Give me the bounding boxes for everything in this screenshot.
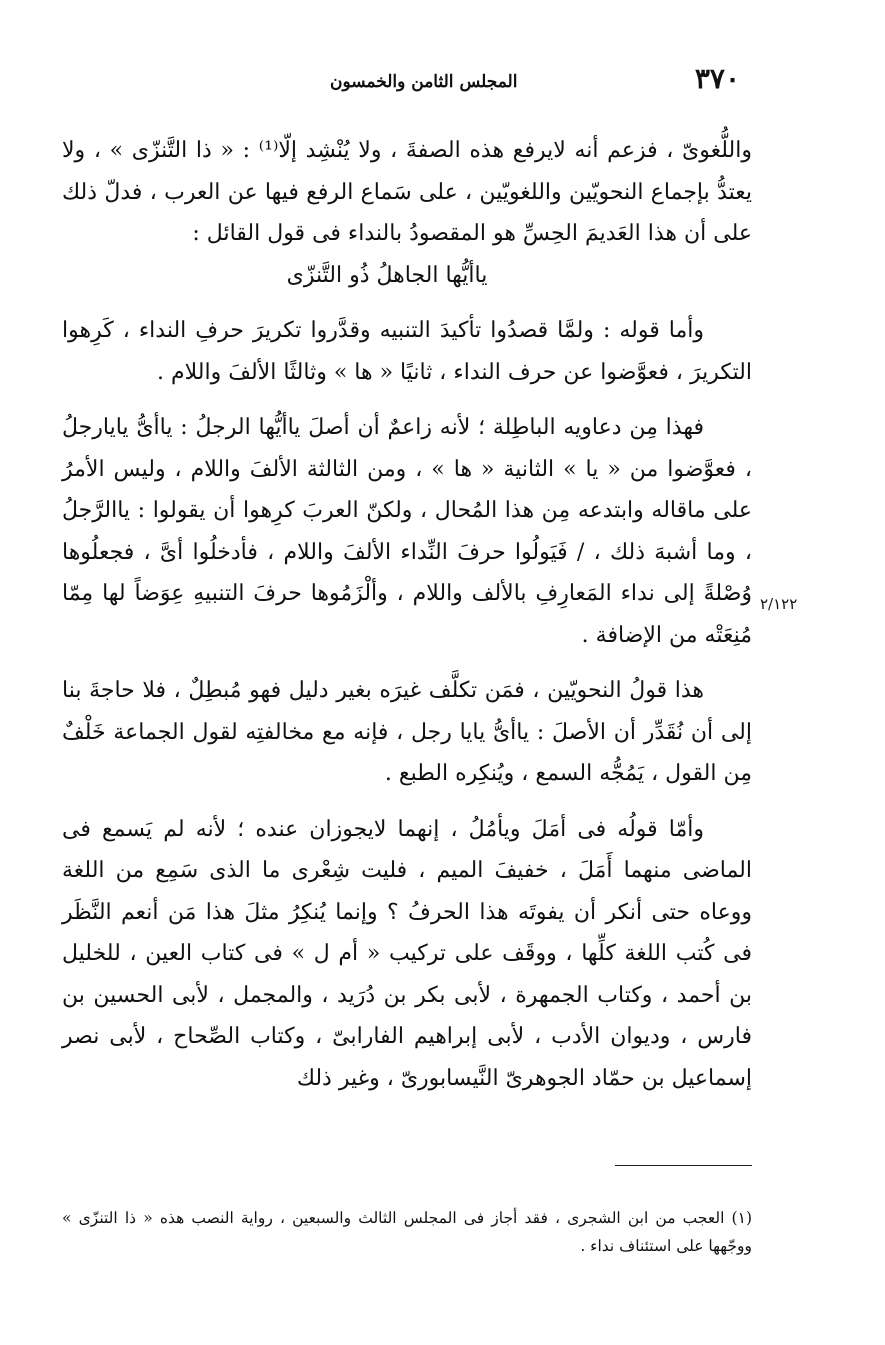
- page-header: [330, 62, 740, 102]
- paragraph-3: فهذا مِن دعاويه الباطِلة ؛ لأنه زاعمٌ أن أصلَ ياأيُّها الرجلُ : ياأىُّ يايارجلُ ، فعوَّضوا من « يا » الثانية « ها » ، ومن الثالثة الألفَ واللام ، وليس الأمرُ على ماقاله وابتدعه مِن هذا المُحال ، ولكنّ العربَ كرِهوا أن يقولوا : ياالرَّجلُ ، وما أشبهَ ذلك ، / فَيَولُوا حرفَ النِّداء الألفَ واللام ، فأدخلُوا أىَّ ، فجعلُوها وُصْلةً إلى نداء المَعارِفِ بالألف واللام ، وألْزَمُوها حرفَ التنبيهِ عِوَضاً لها مِمّا مُنِعَتْه من الإضافة .: [62, 415, 752, 648]
- page-number: ٣٧٠: [694, 62, 740, 95]
- paragraph-5: وأمّا قولُه فى أمَلَ ويأمُلُ ، إنهما لايجوزان عنده ؛ لأنه لم يَسمع فى الماضى منهما أَمَلَ ، خفيفَ الميم ، فليت شِعْرى ما الذى سَمِع من اللغة ووعاه حتى أنكر أن يفوتَه هذا الحرفُ ؟ وإنما يُنكِرُ مثلَ هذا مَن أنعم النَّظَر فى كُتب اللغة كلِّها ، ووقَف على تركيب « أم ل » فى كتاب العين ، للخليل بن أحمد ، وكتاب الجمهرة ، لأبى بكر بن دُرَيد ، والمجمل ، لأبى الحسين بن فارس ، وديوان الأدب ، لأبى إبراهيم الفارابىّ ، وكتاب الصِّحاح ، لأبى نصر إسماعيل بن حمّاد الجوهرىّ النَّيسابورىّ ، وغير ذلك: [62, 816, 752, 1091]
- footnote: (١) العجب من ابن الشجرى ، فقد أجاز فى المجلس الثالث والسبعين ، رواية النصب هذه « ذا التنزّى » ووجّهها على استئناف نداء .: [62, 1208, 752, 1255]
- margin-reference: ٢/١٢٢: [760, 595, 798, 613]
- paragraph-1: واللُّغوىّ ، فزعم أنه لايرفع هذه الصفةَ ، ولا يُنْشِد إلّا⁽¹⁾ : « ذا التَّنزّى » ، ولا يعتدُّ بإجماع النحويّين واللغويّين ، على سَماع الرفع فيها عن العرب ، فدلّ ذلك على أن هذا العَديمَ الحِسِّ هو المقصودُ بالنداء فى قول القائل :: [62, 138, 752, 246]
- footnote-divider: [615, 1165, 752, 1166]
- main-text: [62, 130, 752, 1099]
- verse-line: ياأيُّها الجاهلُ ذُو التَّنزّى: [286, 262, 488, 288]
- paragraph-2: وأما قوله : ولمَّا قصدُوا تأكيدَ التنبيه وقدَّروا تكريرَ حرفِ النداء ، كَرِهوا التكريرَ ، فعوَّضوا عن حرف النداء ، ثانيًا « ها » وثالثًا الألفَ واللام .: [62, 318, 752, 385]
- paragraph-4: هذا قولُ النحويّين ، فمَن تكلَّف غيرَه بغير دليل فهو مُبطِلٌ ، فلا حاجةَ بنا إلى أن نُقَدِّر أن الأصلَ : ياأىُّ يايا رجل ، فإنه مع مخالفتِه لقول الجماعة خَلْفٌ مِن القول ، يَمُجُّه السمع ، ويُنكِره الطبع .: [62, 678, 752, 786]
- running-title: المجلس الثامن والخمسون: [330, 72, 518, 92]
